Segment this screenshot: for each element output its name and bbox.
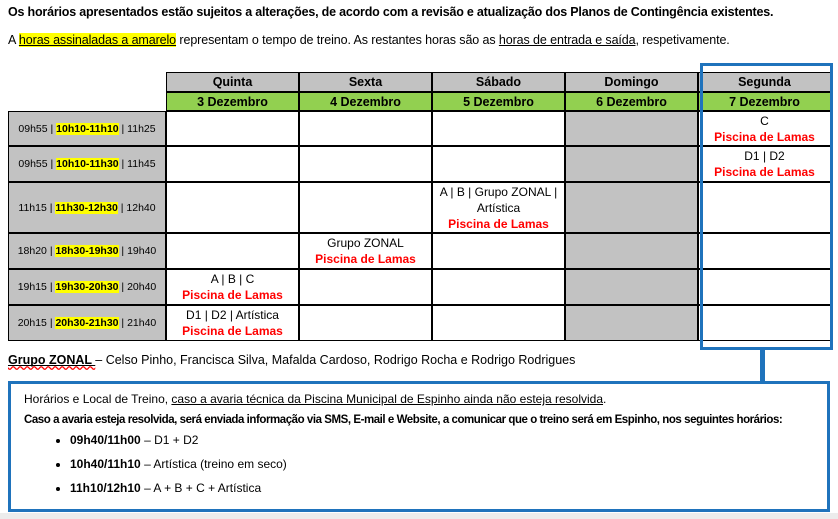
cell-sabado <box>432 111 565 146</box>
cell-sabado: A | B | Grupo ZONAL | Artística Piscina de Lamas <box>432 182 565 233</box>
cell-sexta: Grupo ZONAL Piscina de Lamas <box>299 233 432 269</box>
bullet-time: 09h40/11h00 <box>70 433 141 447</box>
corner-cell <box>8 72 166 111</box>
zonal-group-label: Grupo ZONAL <box>8 353 96 367</box>
date-header-segunda: 7 Dezembro <box>698 92 831 111</box>
info-line-2: Caso a avaria esteja resolvida, será enviada informação via SMS, E-mail e Website, a comunicar que o treino será em Espinho, nos seguintes horários: <box>24 414 783 426</box>
training-time-highlight: 10h10-11h30 <box>56 158 119 170</box>
entry-exit-underlined-text: horas de entrada e saída <box>498 33 636 47</box>
bullet-desc: – A + B + C + Artística <box>140 481 262 495</box>
connector-line <box>760 349 765 381</box>
cell-domingo <box>565 111 698 146</box>
day-header-quinta: Quinta <box>166 72 299 92</box>
zonal-group-members: – Celso Pinho, Francisca Silva, Mafalda Cardoso, Rodrigo Rocha e Rodrigo Rodrigues <box>95 353 576 367</box>
cell-segunda <box>698 182 831 233</box>
row-times: 09h55 | 10h10-11h30 | 11h45 <box>8 146 166 182</box>
cell-sabado <box>432 269 565 305</box>
cell-domingo <box>565 269 698 305</box>
day-header-segunda: Segunda <box>698 72 831 92</box>
yellow-highlight-text: horas assinaladas a amarelo <box>18 33 177 47</box>
cell-quinta: A | B | C Piscina de Lamas <box>166 269 299 305</box>
row-times: 09h55 | 10h10-11h10 | 11h25 <box>8 111 166 146</box>
cell-sexta <box>299 146 432 182</box>
cell-domingo <box>565 146 698 182</box>
cell-segunda <box>698 305 831 341</box>
cell-quinta <box>166 182 299 233</box>
cell-quinta <box>166 111 299 146</box>
date-header-sabado: 5 Dezembro <box>432 92 565 111</box>
day-header-sexta: Sexta <box>299 72 432 92</box>
cell-quinta <box>166 146 299 182</box>
cell-sexta <box>299 111 432 146</box>
legend-prefix: A <box>8 33 19 47</box>
cell-segunda: D1 | D2 Piscina de Lamas <box>698 146 831 182</box>
cell-domingo <box>565 233 698 269</box>
contingency-info-box <box>8 381 830 512</box>
training-time-highlight: 19h30-20h30 <box>55 281 119 293</box>
cell-domingo <box>565 305 698 341</box>
cell-sabado <box>432 233 565 269</box>
cell-segunda <box>698 233 831 269</box>
row-times: 19h15 | 19h30-20h30 | 20h40 <box>8 269 166 305</box>
date-header-domingo: 6 Dezembro <box>565 92 698 111</box>
cell-segunda <box>698 269 831 305</box>
bullet-time: 10h40/11h10 <box>70 457 141 471</box>
row-times: 11h15 | 11h30-12h30 | 12h40 <box>8 182 166 233</box>
legend-mid: representam o tempo de treino. As restantes horas são as <box>176 33 499 47</box>
cell-domingo <box>565 182 698 233</box>
cell-quinta <box>166 233 299 269</box>
cell-sabado <box>432 305 565 341</box>
cell-sexta <box>299 269 432 305</box>
training-time-highlight: 10h10-11h10 <box>56 122 119 135</box>
training-time-highlight: 20h30-21h30 <box>55 317 119 329</box>
cell-segunda: C Piscina de Lamas <box>698 111 831 146</box>
bullet-desc: – Artística (treino em seco) <box>140 457 287 471</box>
day-header-sabado: Sábado <box>432 72 565 92</box>
date-header-quinta: 3 Dezembro <box>166 92 299 111</box>
bullet-item <box>70 433 814 447</box>
schedule-table <box>8 72 831 341</box>
bullet-time: 11h10/12h10 <box>70 481 141 495</box>
legend-note <box>8 33 834 47</box>
zonal-group-note <box>8 353 834 367</box>
info-line-1: Horários e Local de Treino, caso a avaria técnica da Piscina Municipal de Espinho ainda não esteja resolvida. <box>24 392 607 406</box>
day-header-domingo: Domingo <box>565 72 698 92</box>
bullet-item <box>70 481 814 495</box>
bullet-item <box>70 457 814 471</box>
cell-quinta: D1 | D2 | Artística Piscina de Lamas <box>166 305 299 341</box>
cell-sabado <box>432 146 565 182</box>
schedule-bullets <box>24 433 814 495</box>
cell-sexta <box>299 305 432 341</box>
breakdown-underlined-text: caso a avaria técnica da Piscina Municipal de Espinho ainda não esteja resolvida <box>171 392 604 406</box>
training-time-highlight: 11h30-12h30 <box>55 201 118 214</box>
training-time-highlight: 18h30-19h30 <box>55 245 119 257</box>
date-header-sexta: 4 Dezembro <box>299 92 432 111</box>
contingency-note: Os horários apresentados estão sujeitos a alterações, de acordo com a revisão e atualização dos Planos de Contingência existentes. <box>8 5 774 19</box>
bullet-desc: – D1 + D2 <box>140 433 199 447</box>
row-times: 20h15 | 20h30-21h30 | 21h40 <box>8 305 166 341</box>
cell-sexta <box>299 182 432 233</box>
page-bottom-edge <box>0 513 838 519</box>
legend-suffix: , respetivamente. <box>635 33 730 47</box>
row-times: 18h20 | 18h30-19h30 | 19h40 <box>8 233 166 269</box>
